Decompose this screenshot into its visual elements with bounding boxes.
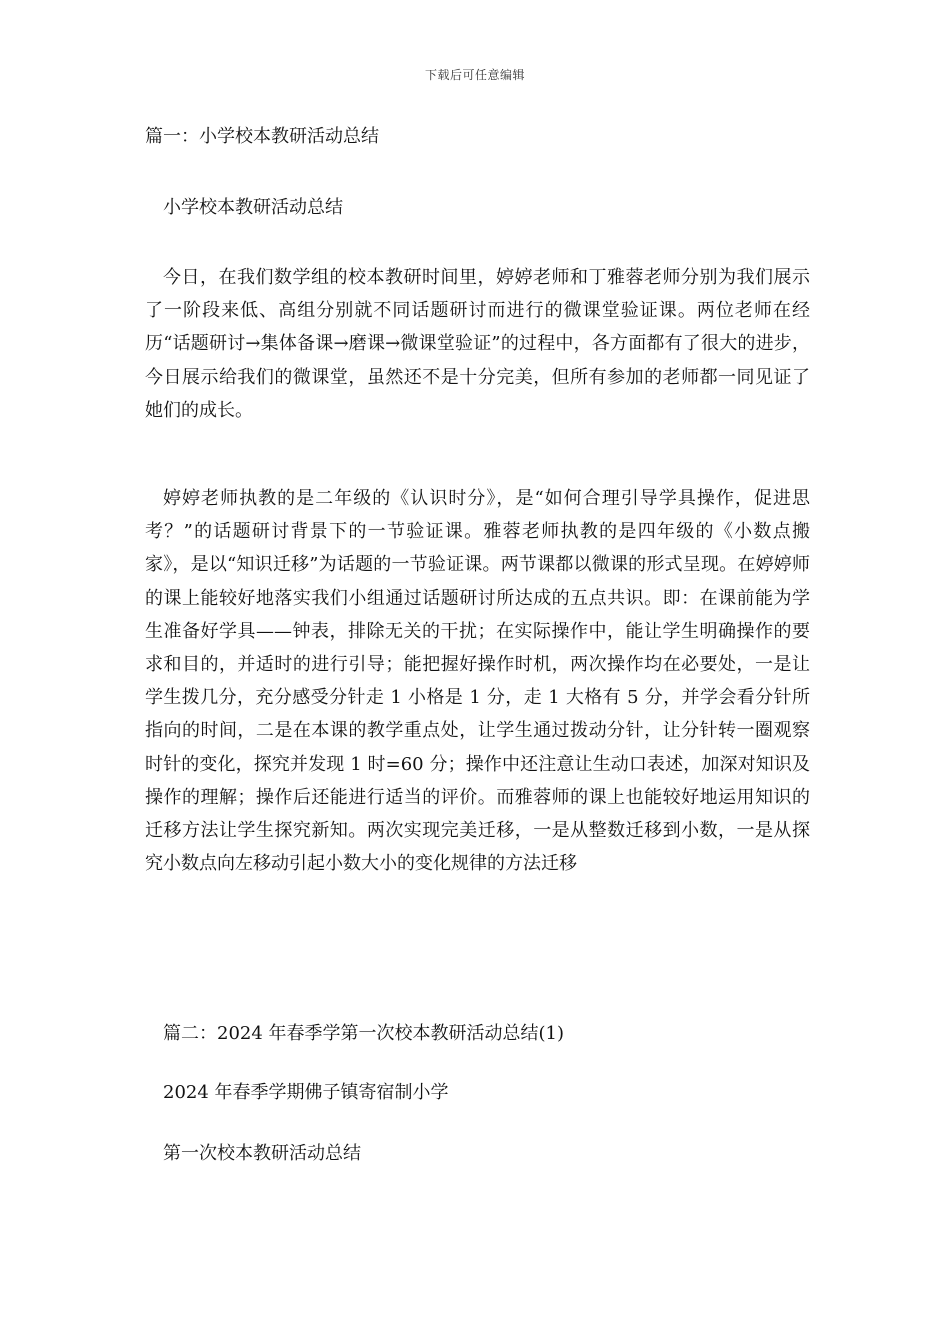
- section-subheading-3: 第一次校本教研活动总结: [163, 1143, 361, 1164]
- header-note: 下载后可任意编辑: [424, 68, 525, 82]
- paragraph-1: 今日，在我们数学组的校本教研时间里，婷婷老师和丁雅蓉老师分别为我们展示了一阶段来低、高组分别就不同话题研讨而进行的微课堂验证课。两位老师在经历“话题研讨→集体备课→磨课→微课堂验证”的过程中，各方面都有了很大的进步，今日展示给我们的微课堂，虽然还不是十分完美，但所有参加的老师都一同见证了她们的成长。: [145, 267, 810, 421]
- section-heading-1: 篇一：小学校本教研活动总结: [145, 126, 379, 147]
- section-subheading-1: 小学校本教研活动总结: [163, 197, 343, 218]
- paragraph-2: 婷婷老师执教的是二年级的《认识时分》，是“如何合理引导学具操作，促进思考？”的话题研讨背景下的一节验证课。雅蓉老师执教的是四年级的《小数点搬家》，是以“知识迁移”为话题的一节验证课。两节课都以微课的形式呈现。在婷婷师的课上能较好地落实我们小组通过话题研讨所达成的五点共识。即：在课前能为学生准备好学具——钟表，排除无关的干扰；在实际操作中，能让学生明确操作的要求和目的，并适时的进行引导；能把握好操作时机，两次操作均在必要处，一是让学生拨几分，充分感受分针走 1 小格是 1 分，走 1 大格有 5 分，并学会看分针所指向的时间，二是在本课的教学重点处，让学生通过拨动分针，让分针转一圈观察时针的变化，探究并发现 1 时=60 分；操作中还注意让生动口表述，加深对知识及操作的理解；操作后还能进行适当的评价。而雅蓉师的课上也能较好地运用知识的迁移方法让学生探究新知。两次实现完美迁移，一是从整数迁移到小数，一是从探究小数点向左移动引起小数大小的变化规律的方法迁移: [145, 488, 810, 875]
- section-subheading-2: 2024 年春季学期佛子镇寄宿制小学: [163, 1082, 449, 1103]
- section-heading-2: 篇二：2024 年春季学第一次校本教研活动总结(1): [163, 1023, 565, 1044]
